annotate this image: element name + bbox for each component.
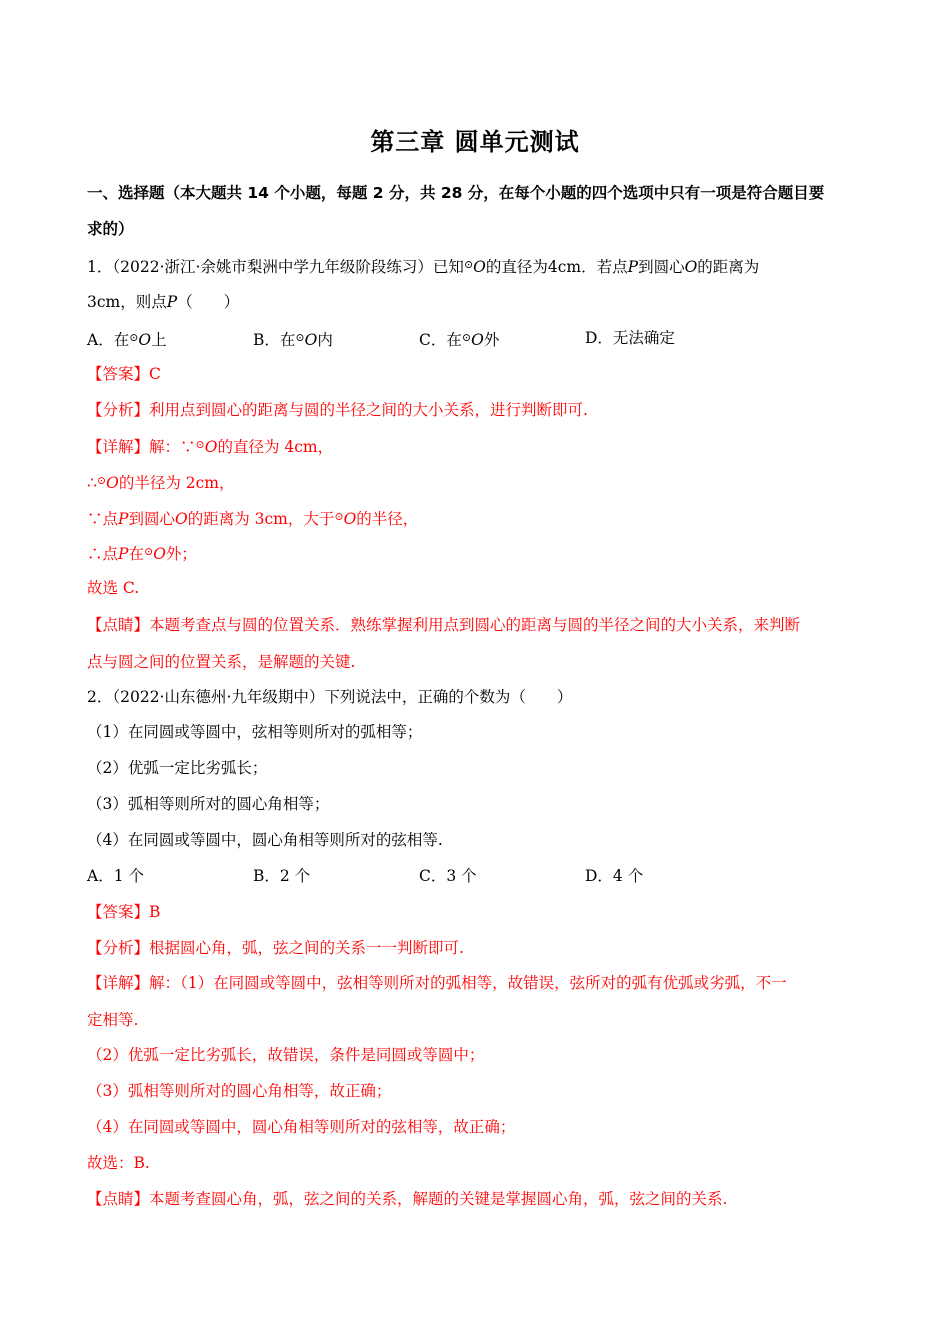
q2-option-a: A．1 个 [87, 867, 144, 885]
page-title: 第三章 圆单元测试 [370, 128, 580, 156]
q1-option-a: A．在⊙O上 [87, 331, 167, 349]
q2-answer: 【答案】B [87, 903, 161, 921]
q2-statement-3: （3）弧相等则所对的圆心角相等； [87, 795, 330, 813]
q1-detail-line4: ∴点P在⊙O外； [87, 545, 197, 563]
q1-option-d: D．无法确定 [585, 329, 675, 347]
q2-comment: 【点睛】本题考查圆心角，弧，弦之间的关系，解题的关键是掌握圆心角，弧，弦之间的关系. [87, 1190, 728, 1208]
q1-comment-line1: 【点睛】本题考查点与圆的位置关系．熟练掌握利用点到圆心的距离与圆的半径之间的大小关系，来判断 [87, 616, 801, 634]
q2-detail-line4: （4）在同圆或等圆中，圆心角相等则所对的弦相等，故正确； [87, 1118, 516, 1136]
q2-option-c: C．3 个 [419, 867, 477, 885]
q2-statement-2: （2）优弧一定比劣弧长； [87, 759, 268, 777]
q1-option-c: C．在⊙O外 [419, 331, 500, 349]
q1-answer: 【答案】C [87, 365, 161, 383]
q2-detail-line2: （2）优弧一定比劣弧长，故错误，条件是同圆或等圆中； [87, 1046, 485, 1064]
q2-statement-1: （1）在同圆或等圆中，弦相等则所对的弧相等； [87, 723, 423, 741]
q1-analysis: 【分析】利用点到圆心的距离与圆的半径之间的大小关系，进行判断即可. [87, 401, 588, 419]
q2-detail-line1b: 定相等. [87, 1011, 139, 1029]
q2-statement-4: （4）在同圆或等圆中，圆心角相等则所对的弦相等. [87, 831, 443, 849]
q2-stem: 2．（2022·山东德州·九年级期中）下列说法中，正确的个数为（ ） [87, 688, 573, 706]
q1-options [87, 327, 877, 351]
q2-choose: 故选：B. [87, 1154, 150, 1172]
q1-option-b: B．在⊙O内 [253, 331, 333, 349]
q1-detail-line1: 【详解】解：∵⊙O的直径为 4cm， [87, 438, 334, 456]
q2-options [87, 865, 877, 887]
q1-detail-line2: ∴⊙O的半径为 2cm， [87, 474, 235, 492]
q2-option-b: B．2 个 [253, 867, 311, 885]
q1-comment-line2: 点与圆之间的位置关系，是解题的关键. [87, 653, 356, 671]
q1-stem-line1: 1．（2022·浙江·余姚市梨洲中学九年级阶段练习）已知⊙O的直径为4cm．若点P到圆心O的距离为 [87, 258, 760, 276]
q2-detail-line1: 【详解】解：（1）在同圆或等圆中，弦相等则所对的弧相等，故错误，弦所对的弧有优弧或劣弧，不一 [87, 974, 787, 992]
q1-stem-line2: 3cm，则点P（ ） [87, 293, 240, 311]
q2-option-d: D．4 个 [585, 867, 644, 885]
q1-choose: 故选 C. [87, 579, 140, 597]
section-heading-line2: 求的） [87, 220, 134, 238]
q2-analysis: 【分析】根据圆心角，弧，弦之间的关系一一判断即可. [87, 939, 464, 957]
circle-o-symbol: ⊙O [463, 258, 486, 276]
q2-detail-line3: （3）弧相等则所对的圆心角相等，故正确； [87, 1082, 392, 1100]
q1-detail-line3: ∵点P到圆心O的距离为 3cm，大于⊙O的半径， [87, 510, 419, 528]
section-heading-line1: 一、选择题（本大题共 14 个小题，每题 2 分，共 28 分，在每个小题的四个选项中只有一项是符合题目要 [87, 184, 825, 202]
